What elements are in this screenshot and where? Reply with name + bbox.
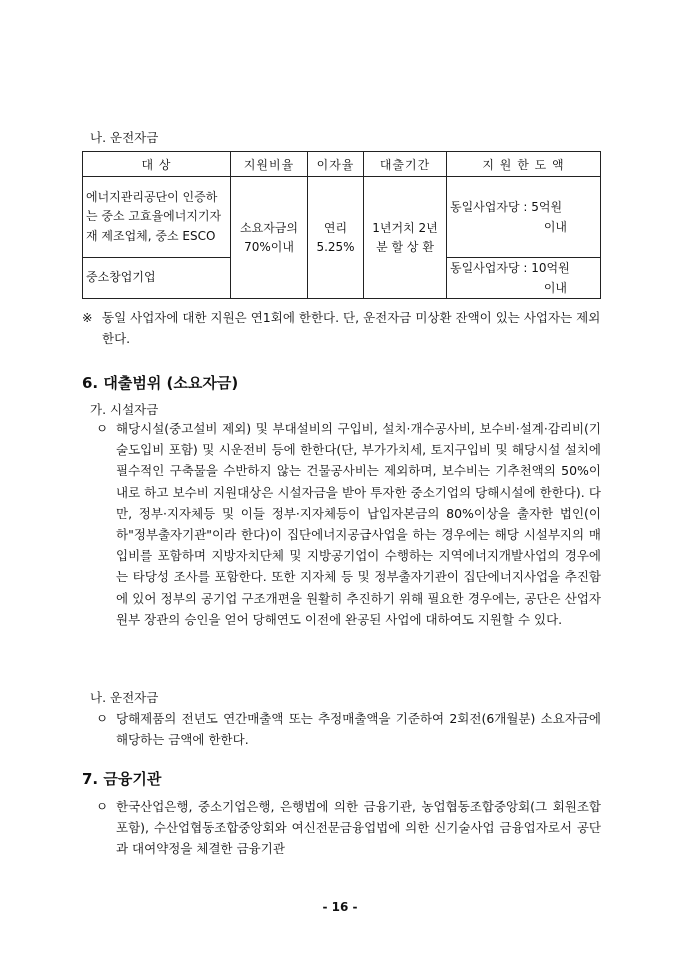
table-header-row: [83, 152, 601, 177]
limit-2-sub: 이내: [543, 281, 567, 295]
cell-limit-2: [447, 258, 601, 299]
working-capital-heading-2: 나. 운전자금: [90, 690, 159, 705]
facility-heading: 가. 시설자금: [90, 402, 159, 417]
header-rate: 이자율: [308, 152, 364, 177]
cell-target-1: 에너지관리공단이 인증하는 중소 고효율에너지기자재 제조업체, 중소 ESCO: [83, 177, 231, 258]
working-capital-heading: 나. 운전자금: [90, 130, 159, 145]
cell-limit-1: [447, 177, 601, 258]
page-number: - 16 -: [322, 900, 358, 914]
bullet-mark: ㅇ: [96, 711, 109, 726]
loan-terms-table: [82, 151, 601, 299]
limit-1-main: 동일사업자당 : 5억원: [450, 200, 563, 214]
bullet-mark: ㅇ: [96, 421, 109, 436]
table-note: [82, 307, 602, 349]
note-mark: ※: [82, 310, 93, 325]
cell-rate: 연리 5.25%: [308, 177, 364, 299]
bullet-mark: ㅇ: [96, 799, 109, 814]
facility-text: 해당시설(중고설비 제외) 및 부대설비의 구입비, 설치·개수공사비, 보수비·설계·감리비(기술도입비 포함) 및 시운전비 등에 한한다(단, 부가가치세, 토지구입비 및 해당시설 설치에 필수적인 구축물을 수반하지 않는 건물공사비는 제외하며, 보수비는 기추천액의 50%이내로 하고 보수비 지원대상은 시설자금을 받아 투자한 중소기업의 당해시설에 한한다). 다만, 정부·지자체등 및 이들 정부·지자체등이 납입자본금의 80%이상을 출자한 법인(이하"정부출자기관"이라 한다)이 집단에너지공급사업을 하는 경우에는 해당 시설부지의 매입비를 포함하며 지방자치단체 및 지방공기업이 수행하는 지역에너지개발사업의 경우에는 타당성 조사를 포함한다. 또한 지자체 등 및 정부출자기관이 집단에너지사업을 추진함에 있어 정부의 공기업 구조개편을 원활히 추진하기 위해 필요한 경우에는, 공단은 산업자원부 장관의 승인을 얻어 당해연도 이전에 완공된 사업에 대하여도 지원할 수 있다.: [116, 421, 601, 627]
note-text: 동일 사업자에 대한 지원은 연1회에 한한다. 단, 운전자금 미상환 잔액이 있는 사업자는 제외한다.: [102, 310, 601, 346]
financial-institutions-text: 한국산업은행, 중소기업은행, 은행법에 의한 금융기관, 농업협동조합중앙회(그 회원조합 포함), 수산업협동조합중앙회와 여신전문금융업법에 의한 신기술사업 금융업자로서 공단과 대여약정을 체결한 금융기관: [116, 799, 601, 857]
cell-ratio: 소요자금의 70%이내: [231, 177, 308, 299]
section-6-title: 6. 대출범위 (소요자금): [82, 374, 239, 392]
working-capital-text: 당해제품의 전년도 연간매출액 또는 추정매출액을 기준하여 2회전(6개월분) 소요자금에 해당하는 금액에 한한다.: [116, 711, 601, 748]
section-7-title: 7. 금융기관: [82, 770, 162, 788]
header-ratio: 지원비율: [231, 152, 308, 177]
header-target: 대 상: [83, 152, 231, 177]
header-period: 대출기간: [364, 152, 447, 177]
table-row: [83, 177, 601, 258]
financial-institutions-paragraph: [96, 796, 601, 860]
limit-1-sub: 이내: [543, 220, 567, 234]
facility-paragraph: [96, 418, 601, 630]
limit-2-main: 동일사업자당 : 10억원: [450, 261, 570, 275]
working-capital-paragraph: [96, 708, 601, 750]
header-limit: 지 원 한 도 액: [447, 152, 601, 177]
cell-period: 1년거치 2년 분 할 상 환: [364, 177, 447, 299]
cell-target-2: 중소창업기업: [83, 258, 231, 299]
